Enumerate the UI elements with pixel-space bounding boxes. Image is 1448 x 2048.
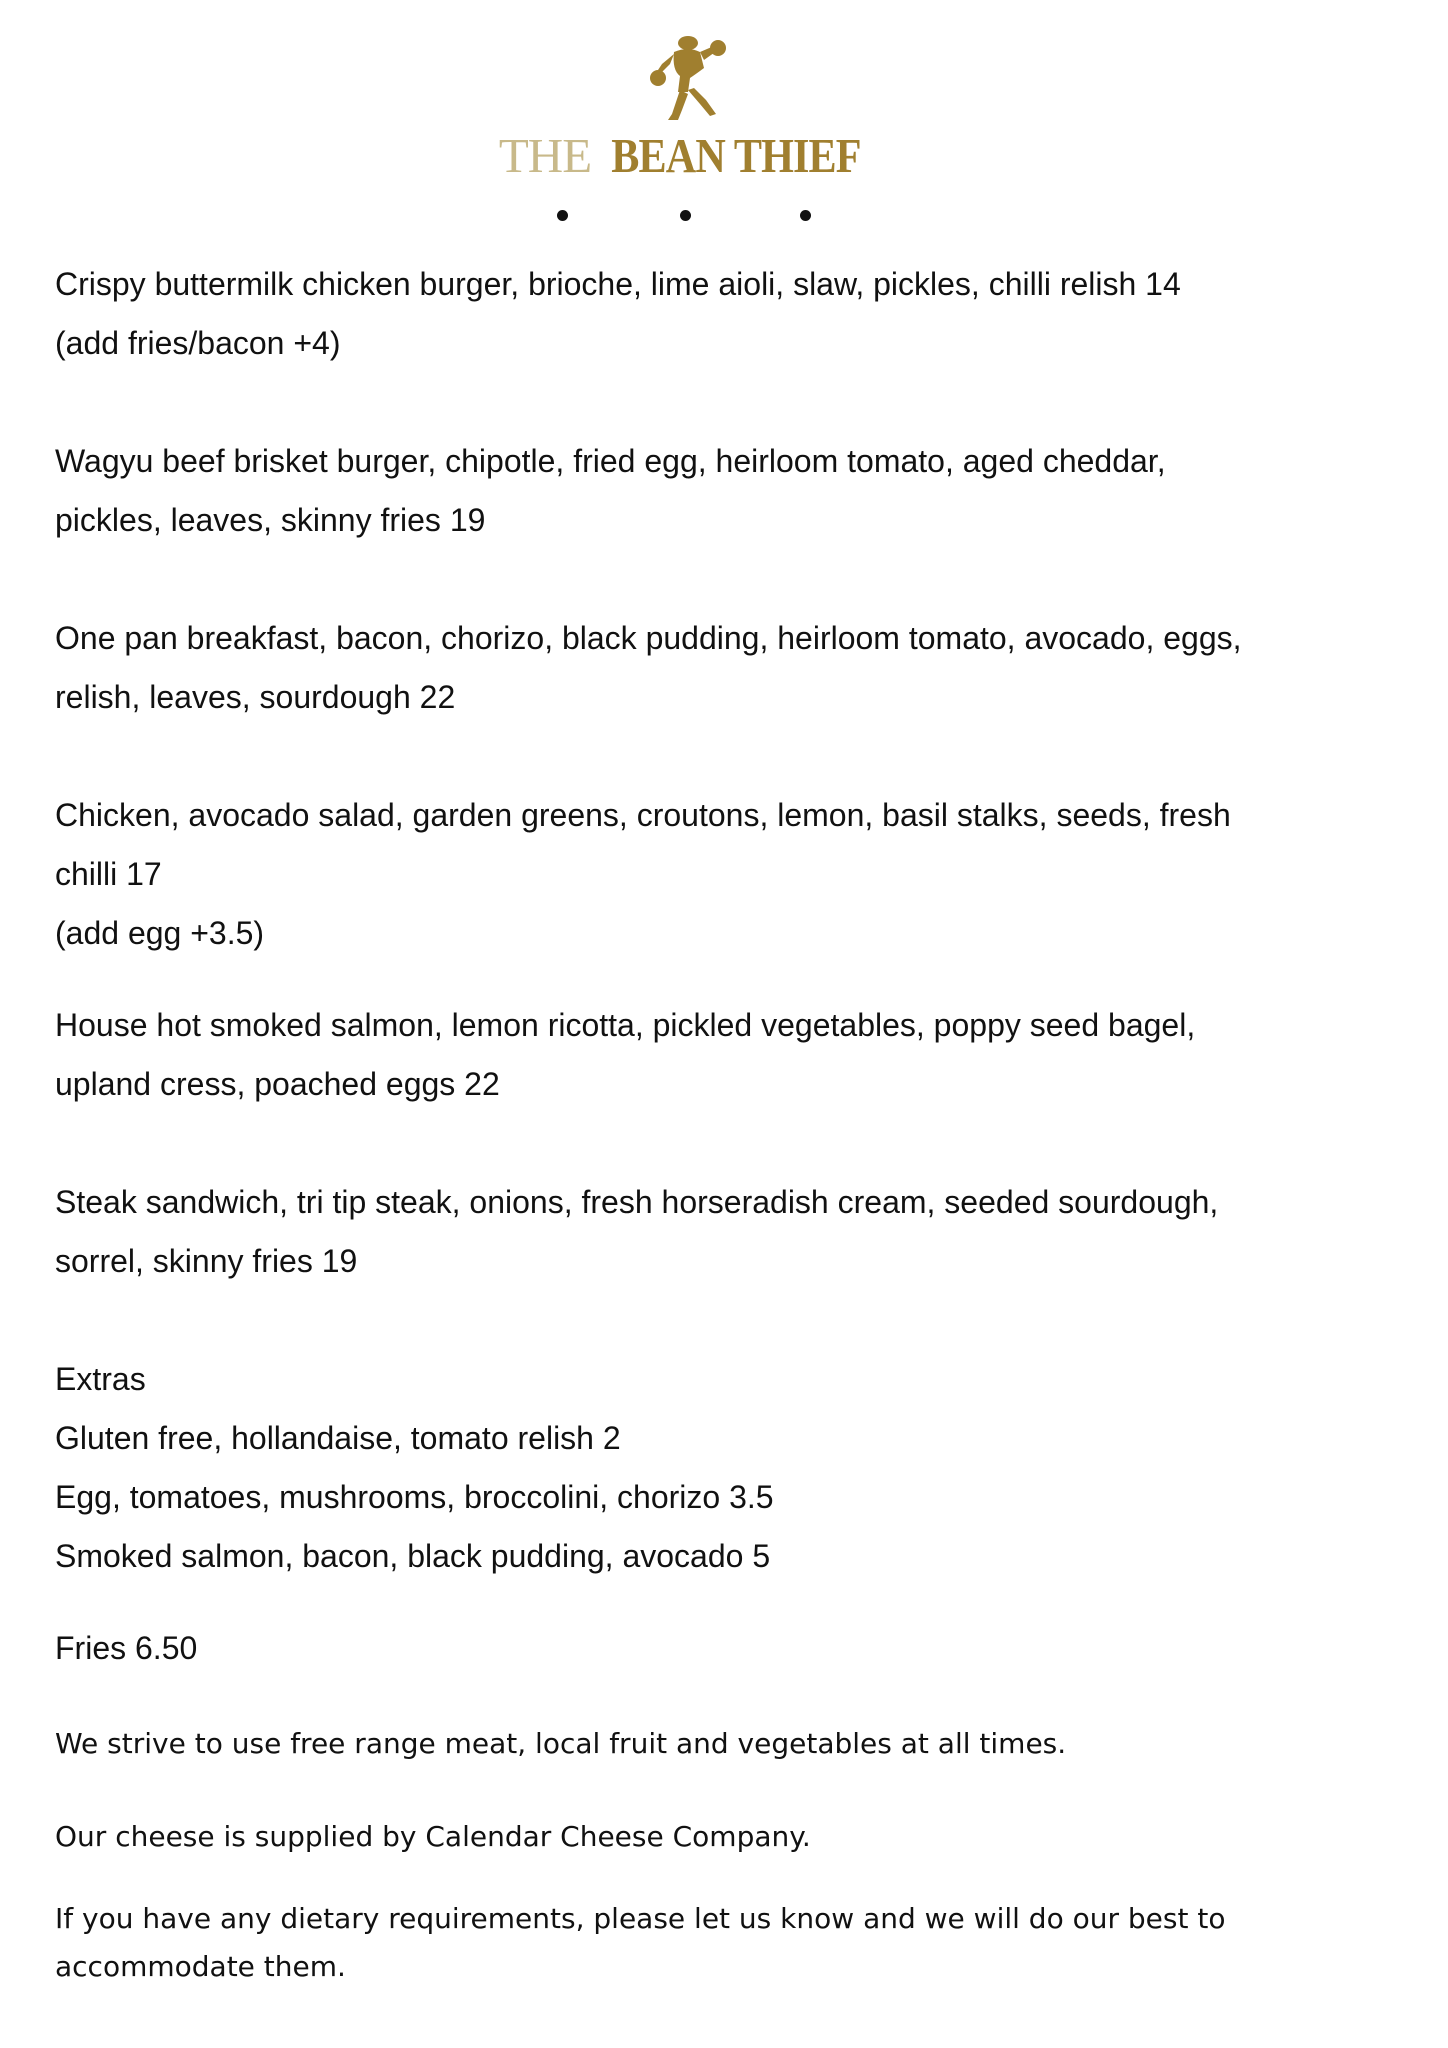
menu-item-line: chilli 17 [55,856,162,892]
menu-item-line: sorrel, skinny fries 19 [55,1243,358,1279]
dot-icon [557,210,568,221]
menu-item-one-pan-breakfast [55,609,1375,727]
menu-item-line: One pan breakfast, bacon, chorizo, black pudding, heirloom tomato, avocado, eggs, [55,620,1242,656]
menu-item-steak-sandwich [55,1173,1375,1291]
dot-icon [800,210,811,221]
menu-item-line: Steak sandwich, tri tip steak, onions, fresh horseradish cream, seeded sourdough, [55,1184,1219,1220]
note-dietary-line: accommodate them. [55,1950,346,1983]
brand-name-light: THE [498,128,592,183]
menu-item-line: upland cress, poached eggs 22 [55,1066,500,1102]
extras-line: Egg, tomatoes, mushrooms, broccolini, chorizo 3.5 [55,1479,774,1515]
menu-item-line: House hot smoked salmon, lemon ricotta, pickled vegetables, poppy seed bagel, [55,1007,1196,1043]
menu-list [55,255,1375,1678]
thief-carrying-sacks-icon [648,34,728,124]
menu-extras [55,1350,1375,1586]
decorative-dots [0,210,1448,224]
extras-line: Smoked salmon, bacon, black pudding, avocado 5 [55,1538,771,1574]
note-dietary-line: If you have any dietary requirements, please let us know and we will do our best to [55,1902,1226,1935]
menu-item-line: Wagyu beef brisket burger, chipotle, fried egg, heirloom tomato, aged cheddar, [55,443,1166,479]
menu-item-wagyu-burger [55,432,1375,550]
brand-name-bold: BEAN THIEF [611,128,861,183]
menu-item-line: pickles, leaves, skinny fries 19 [55,502,486,538]
menu-item-addon: (add fries/bacon +4) [55,325,341,361]
menu-notes [55,1720,1375,1991]
brand-logo-text [0,126,1380,186]
note-free-range: We strive to use free range meat, local fruit and vegetables at all times. [55,1727,1067,1760]
extras-line: Gluten free, hollandaise, tomato relish 2 [55,1420,621,1456]
menu-item-chicken-salad [55,786,1375,963]
dot-icon [680,210,691,221]
note-cheese-supplier: Our cheese is supplied by Calendar Cheese Company. [55,1820,811,1853]
brand-header [0,30,1448,230]
menu-item-chicken-burger [55,255,1375,373]
menu-item-fries: Fries 6.50 [55,1630,198,1666]
menu-item-line: Chicken, avocado salad, garden greens, croutons, lemon, basil stalks, seeds, fresh [55,797,1231,833]
menu-item-addon: (add egg +3.5) [55,915,265,951]
menu-item-smoked-salmon [55,996,1375,1114]
menu-item-line: Crispy buttermilk chicken burger, brioche, lime aioli, slaw, pickles, chilli relish 14 [55,266,1181,302]
extras-heading: Extras [55,1361,146,1397]
menu-item-line: relish, leaves, sourdough 22 [55,679,456,715]
